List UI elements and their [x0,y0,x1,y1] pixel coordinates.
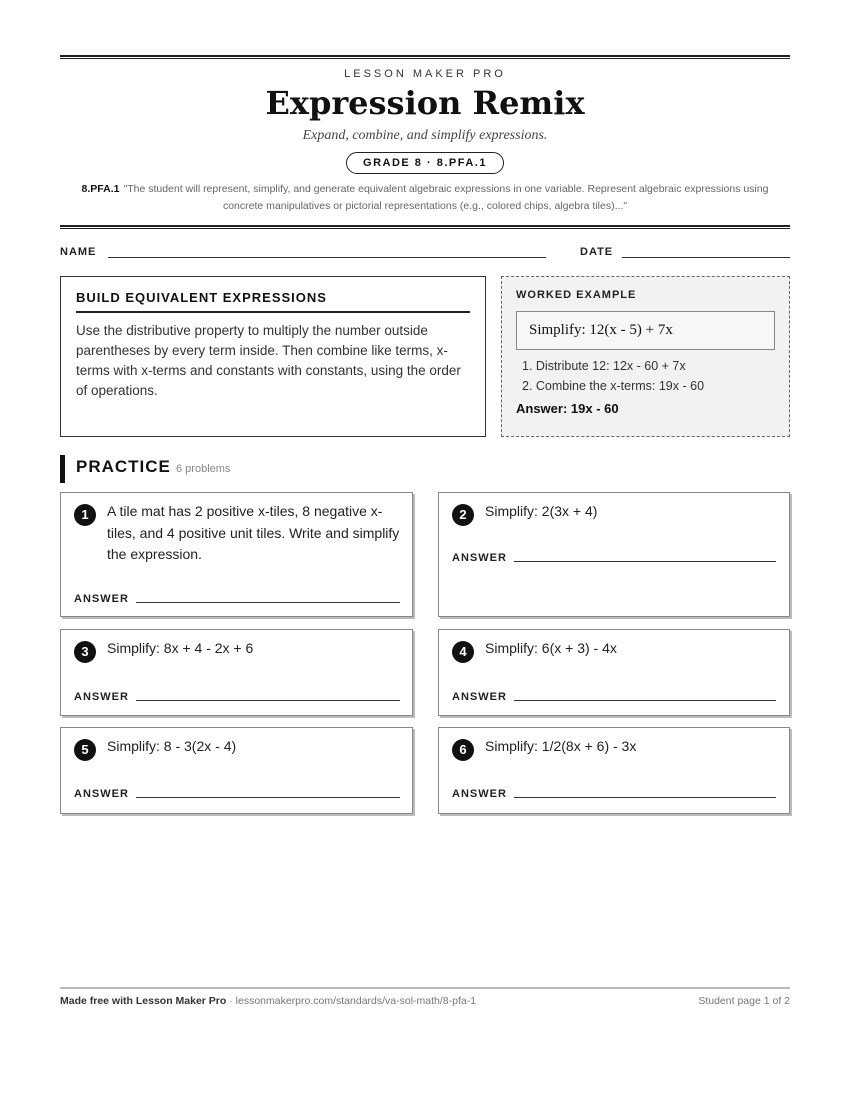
worked-example-step: 1. Distribute 12: 12x - 60 + 7x [522,359,686,373]
date-label: DATE [580,246,614,258]
answer-line-2[interactable] [514,561,776,562]
page-title: Expression Remix [265,84,585,122]
header-bottom-rule [60,225,790,229]
answer-line-1[interactable] [136,602,400,603]
problem-text: Simplify: 8 - 3(2x - 4) [107,738,237,754]
grade-badge: GRADE 8 · 8.PFA.1 [346,152,504,174]
footer-url[interactable]: · lessonmakerpro.com/standards/va-sol-math/8-pfa-1 [226,995,477,1007]
practice-title: PRACTICE [76,457,171,476]
problem-card-6 [438,727,790,814]
standard-code: 8.PFA.1 [81,183,120,195]
problem-card-5 [60,727,413,814]
worksheet-page [60,0,790,1100]
brand-name: LESSON MAKER PRO [344,68,506,80]
standard-description [60,181,790,215]
footer-credit [60,995,476,1007]
problem-text: A tile mat has 2 positive x-tiles, 8 negative x-tiles, and 4 positive unit tiles. Write and simplify the expression. [107,503,400,562]
problem-number-badge: 6 [452,739,474,761]
problem-card-2 [438,492,790,617]
practice-count: 6 problems [176,463,231,475]
answer-line-6[interactable] [514,797,776,798]
footer-made-with: Made free with Lesson Maker Pro [60,995,227,1007]
worked-example-steps [516,356,775,396]
footer-rule [60,987,790,989]
answer-line-5[interactable] [136,797,400,798]
worked-example-answer: Answer: 19x - 60 [516,401,619,416]
answer-line-3[interactable] [136,700,400,701]
instructions-title: BUILD EQUIVALENT EXPRESSIONS [76,290,470,313]
page-subtitle: Expand, combine, and simplify expressions. [302,128,548,143]
name-field[interactable] [108,257,546,258]
problem-text: Simplify: 8x + 4 - 2x + 6 [107,640,254,656]
answer-line-4[interactable] [514,700,776,701]
problem-number-badge: 3 [74,641,96,663]
answer-label: ANSWER [452,552,507,564]
worked-example-step: 2. Combine the x-terms: 19x - 60 [522,379,705,393]
practice-accent-bar [60,455,65,483]
problem-text: Simplify: 6(x + 3) - 4x [485,640,617,656]
problem-card-4 [438,629,790,716]
name-label: NAME [60,246,97,258]
header-top-rule [60,55,790,59]
answer-label: ANSWER [452,691,507,703]
instructions-box [60,276,486,437]
answer-label: ANSWER [74,691,129,703]
answer-label: ANSWER [74,788,129,800]
problem-text: Simplify: 1/2(8x + 6) - 3x [485,738,637,754]
worked-example-label: WORKED EXAMPLE [516,289,637,301]
problem-card-1 [60,492,413,617]
grade-badge-wrap [60,152,790,174]
answer-label: ANSWER [452,788,507,800]
problem-number-badge: 1 [74,504,96,526]
instructions-text: Use the distributive property to multiply the number outside parentheses by every term inside. Then combine like terms, x-terms with x-terms and constants with constants, using the order of operations. [76,323,461,398]
worked-example-problem: Simplify: 12(x - 5) + 7x [516,311,775,350]
answer-label: ANSWER [74,593,129,605]
standard-text: "The student will represent, simplify, and generate equivalent algebraic expressions in one variable. Represent algebraic expressions using concrete manipulatives or pictorial representations (e.g., colored chips, algebra tiles)..." [123,183,769,212]
date-field[interactable] [622,257,790,258]
problem-number-badge: 4 [452,641,474,663]
problem-number-badge: 2 [452,504,474,526]
problem-number-badge: 5 [74,739,96,761]
footer-page-number: Student page 1 of 2 [698,995,790,1007]
problem-text: Simplify: 2(3x + 4) [485,503,598,519]
problem-card-3 [60,629,413,716]
worked-example-box [501,276,790,437]
